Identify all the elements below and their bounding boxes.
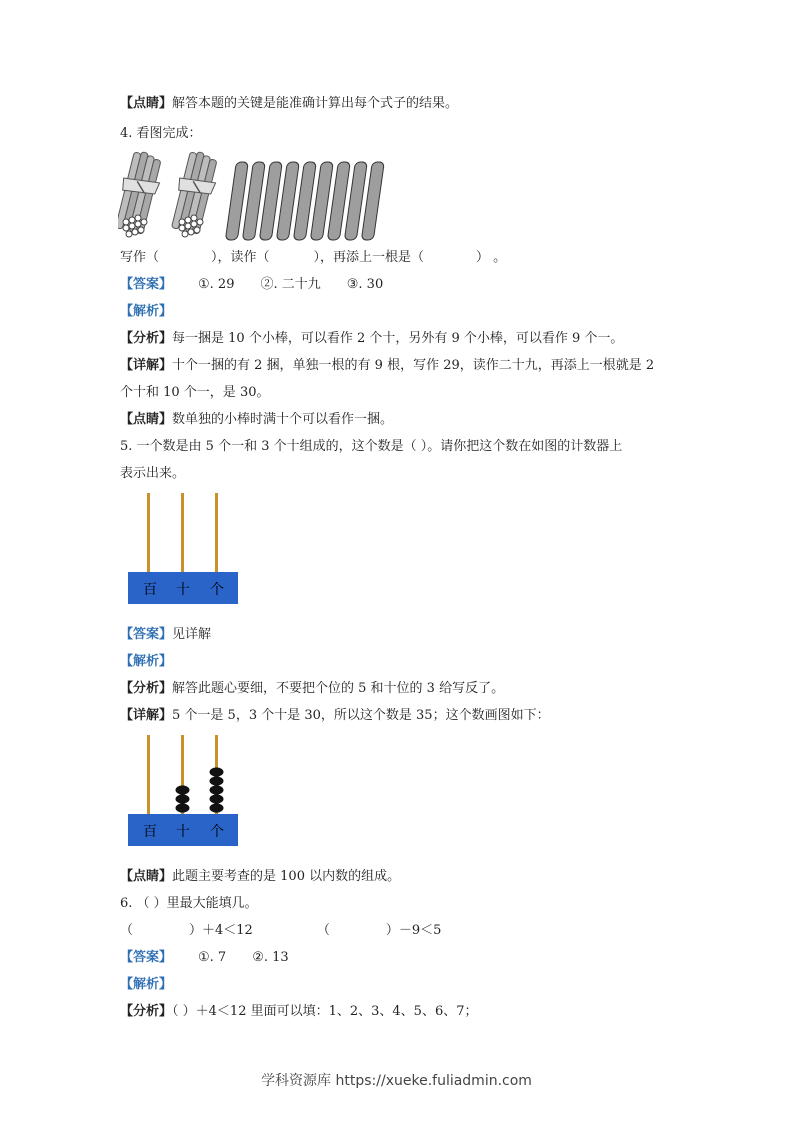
- answer-2: ②. 二十九: [260, 277, 321, 292]
- dianjing-text: 解答本题的关键是能准确计算出每个式子的结果。: [172, 96, 459, 111]
- q6-expressions: [120, 922, 441, 940]
- q4-jiexi-tag: [120, 303, 172, 321]
- abacus-bead-ones: [210, 785, 224, 794]
- answer-3: ③. 30: [346, 277, 384, 292]
- q4-xiangjie-line-2: 个十和 10 个一，是 30。: [120, 385, 270, 400]
- dianjing-line-s1: [120, 95, 458, 113]
- answer-tag: 【答案】: [120, 277, 173, 292]
- abacus-filled: [128, 732, 238, 846]
- single-sticks: [225, 162, 384, 240]
- fenxi-tag: 【分析】: [120, 331, 173, 346]
- dianjing-tag: 【点睛】: [120, 96, 173, 111]
- abacus-label-ones: 个: [210, 824, 224, 840]
- q4-prompt: [120, 249, 506, 267]
- q4-title: 4. 看图完成：: [120, 126, 202, 141]
- abacus-bead-ones: [210, 767, 224, 776]
- expr1-rest: ）＋4＜12: [189, 923, 253, 938]
- stick-bundle-1: [118, 150, 166, 237]
- abacus-bead-ones: [210, 803, 224, 812]
- abacus-label-hundreds: 百: [143, 824, 157, 840]
- prompt-read: ），读作（: [211, 250, 270, 265]
- prompt-add: ），再添上一根是（: [313, 250, 425, 265]
- fenxi-text: 每一捆是 10 个小棒，可以看作 2 个十，另外有 9 个小棒，可以看作 9 个一。: [172, 331, 624, 346]
- jiexi-tag: 【解析】: [120, 977, 173, 992]
- sticks-illustration: [118, 150, 388, 242]
- jiexi-tag: 【解析】: [120, 654, 173, 669]
- q6-title: 6. （ ）里最大能填几。: [120, 896, 258, 911]
- abacus-bead-ones: [210, 776, 224, 785]
- abacus-empty: [128, 490, 238, 604]
- q5-answer-line: [120, 626, 211, 644]
- q5-fenxi-line: [120, 680, 504, 698]
- answer-2: ②. 13: [252, 950, 289, 965]
- q5-title-1: 5. 一个数是由 5 个一和 3 个十组成的，这个数是（ ）。请你把这个数在如图的计数器上: [120, 439, 623, 454]
- abacus-label-tens: 十: [176, 582, 190, 598]
- q5-jiexi-tag: [120, 653, 172, 671]
- q4-fenxi-line: [120, 330, 623, 348]
- xiangjie-text-1: 十个一捆的有 2 捆，单独一根的有 9 根，写作 29，读作二十九，再添上一根就是 2: [172, 358, 655, 373]
- jiexi-tag: 【解析】: [120, 304, 173, 319]
- q6-fenxi-line: [120, 1003, 478, 1021]
- abacus-bead-tens: [176, 794, 190, 803]
- prompt-write: 写作（: [120, 250, 160, 265]
- dianjing-text: 数单独的小棒时满十个可以看作一捆。: [172, 412, 394, 427]
- fenxi-tag: 【分析】: [120, 1004, 173, 1019]
- answer-1: ①. 29: [198, 277, 235, 292]
- dianjing-tag: 【点睛】: [120, 412, 173, 427]
- dianjing-text: 此题主要考查的是 100 以内数的组成。: [172, 869, 401, 884]
- xiangjie-tag: 【详解】: [120, 358, 173, 373]
- q5-title-2: 表示出来。: [120, 466, 186, 481]
- q6-jiexi-tag: [120, 976, 172, 994]
- abacus-label-hundreds: 百: [143, 582, 157, 598]
- answer-1: ①. 7: [198, 950, 227, 965]
- q4-xiangjie-line: [120, 357, 654, 375]
- q6-answer-line: [120, 949, 289, 967]
- stick-bundle-2: [168, 150, 222, 237]
- q4-dianjing-line: [120, 411, 393, 429]
- xiangjie-tag: 【详解】: [120, 708, 173, 723]
- expr2-open: （: [316, 923, 330, 938]
- abacus-label-tens: 十: [176, 824, 190, 840]
- fenxi-tag: 【分析】: [120, 681, 173, 696]
- answer-tag: 【答案】: [120, 627, 173, 642]
- expr2-rest: ）－9＜5: [385, 923, 442, 938]
- footer-watermark: 学科资源库 https://xueke.fuliadmin.com: [261, 1073, 532, 1089]
- abacus-bead-tens: [176, 785, 190, 794]
- fenxi-text: 解答此题心要细，不要把个位的 5 和十位的 3 给写反了。: [172, 681, 505, 696]
- fenxi-text: （ ）＋4＜12 里面可以填：1、2、3、4、5、6、7；: [172, 1004, 478, 1019]
- abacus-label-ones: 个: [210, 582, 224, 598]
- q5-xiangjie-line: [120, 707, 550, 725]
- dianjing-tag: 【点睛】: [120, 869, 173, 884]
- prompt-end: ） 。: [476, 250, 507, 265]
- expr1-open: （: [120, 923, 134, 938]
- xiangjie-text: 5 个一是 5，3 个十是 30，所以这个数是 35；这个数画图如下：: [172, 708, 550, 723]
- answer-tag: 【答案】: [120, 950, 173, 965]
- answer-text: 见详解: [172, 627, 212, 642]
- abacus-bead-ones: [210, 794, 224, 803]
- q5-dianjing-line: [120, 868, 400, 886]
- q4-answer-line: [120, 276, 383, 294]
- abacus-bead-tens: [176, 803, 190, 812]
